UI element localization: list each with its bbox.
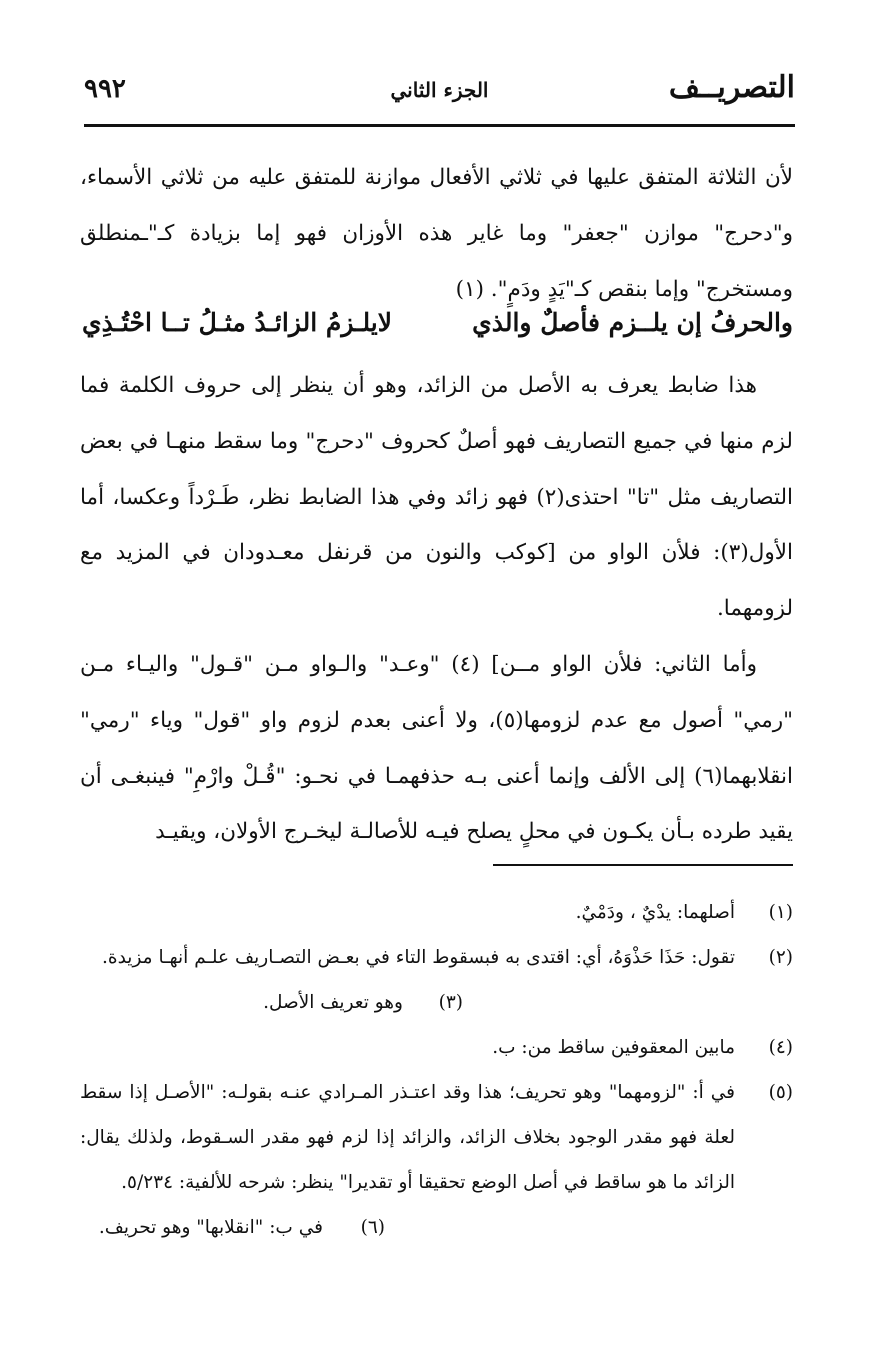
footnote-number: (٦) [360, 1217, 385, 1238]
paragraph: وأما الثاني: فلأن الواو مــن] (٤) "وعـد" والـواو مـن "قـول" واليـاء مـن "رمي" أصول مع عدم لزومها(٥)، ولا أعنى بعدم لزوم واو "قول" وياء "رمي" انقلابهما(٦) إلى الألف وإنما أعنى بـه حذفهمـا في نحـو: "قُـلْ وارْمِ" فينبغـى أن يقيد طرده بـأن يكـون في محلٍ يصلح فيـه للأصالـة ليخـرج الأولان، ويقيـد [80, 651, 793, 845]
footnote-text: مابين المعقوفين ساقط من: ب. [492, 1037, 735, 1058]
running-header [84, 70, 795, 110]
footnote-text: تقول: حَذَا حَذْوَهُ، أي: اقتدى به فبسقوط التاء في بعـض التصـاريف علـم أنهـا مزيدة. [102, 947, 735, 968]
verse-hemistich-second: لايلـزمُ الزائـدُ مثـلُ تــا احْتُـذِي [82, 308, 392, 337]
page-number: ٩٩٢ [84, 74, 126, 104]
footnote-number: (٣) [438, 992, 463, 1013]
footnote-4 [80, 1025, 793, 1070]
volume-label: الجزء الثاني [390, 78, 489, 102]
header-rule [84, 124, 795, 127]
footnote-number: (٤) [768, 1037, 793, 1058]
footnote-1 [80, 890, 793, 935]
footnote-2 [80, 935, 793, 980]
footnote-5 [80, 1070, 793, 1205]
footnote-text: في أ: "لزومهما" وهو تحريف؛ هذا وقد اعتـذر المـرادي عنـه بقولـه: "الأصـل إذا سقط لعلة فهو مقدر الوجود بخلاف الزائد، والزائد إذا لزم فهو مقدر السـقوط، ولذلك يقال: الزائد ما هو ساقط في أصل الوضع تحقيقا أو تقديرا" ينظر: شرحه للألفية: ٥/٢٣٤. [80, 1082, 735, 1193]
footnotes [80, 890, 793, 1250]
footnote-3-row [80, 980, 793, 1025]
verse-line [82, 308, 793, 358]
footnote-text: وهو تعريف الأصل. [263, 992, 403, 1013]
paragraph: هذا ضابط يعرف به الأصل من الزائد، وهو أن ينظر إلى حروف الكلمة فما لزم منها في جميع التصاريف فهو أصلٌ كحروف "دحرج" وما سقط منهـا في بعض التصاريف مثل "تا" احتذى(٢) فهو زائد وفي هذا الضابط نظر، طَـرْداً وعكسا، أما الأول(٣): فلأن الواو من [كوكب والنون من قرنفل معـدودان في المزيد مع لزومهما. [80, 373, 793, 622]
footnote-number: (١) [768, 902, 793, 923]
footnote-text: في ب: "انقلابها" وهو تحريف. [98, 1217, 323, 1238]
footnote-separator [493, 864, 793, 866]
body-text-top [80, 150, 793, 318]
footnote-number: (٥) [768, 1082, 793, 1103]
verse-hemistich-first: والحرفُ إن يلــزم فأصلٌ والذي [472, 308, 793, 337]
paragraph: لأن الثلاثة المتفق عليها في ثلاثي الأفعال موازنة للمتفق عليه من ثلاثي الأسماء، و"دحرج" موازن "جعفر" وما غاير هذه الأوزان فهو إما بزيادة كـ"ـمنطلق ومستخرج" وإما بنقص كـ"يَدٍ ودَمٍ". (١) [80, 165, 793, 302]
body-text-bottom [80, 358, 793, 860]
footnote-number: (٢) [768, 947, 793, 968]
footnote-6-row [80, 1205, 793, 1250]
chapter-title: التصريــف [668, 70, 795, 105]
footnote-text: أصلهما: يدْيٌ ، ودَمْيٌ. [575, 902, 735, 923]
